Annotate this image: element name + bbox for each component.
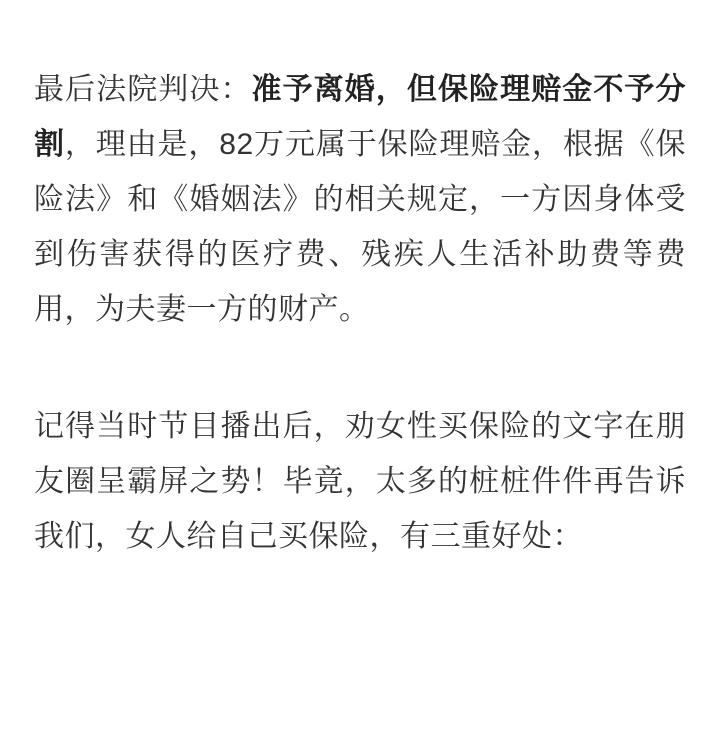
paragraph-court-ruling bbox=[34, 62, 686, 337]
paragraph-program-aftermath bbox=[34, 399, 686, 564]
text-run-normal: ，理由是，82万元属于保险理赔金，根据《保险法》和《婚姻法》的相关规定，一方因身体受到伤害获得的医疗费、残疾人生活补助费等费用，为夫妻一方的财产。 bbox=[34, 128, 687, 326]
text-run-bold: 准予离婚，但保险理赔金不予分割 bbox=[34, 73, 687, 161]
text-run-normal: 最后法院判决： bbox=[34, 73, 252, 106]
text-run-normal: 记得当时节目播出后，劝女性买保险的文字在朋友圈呈霸屏之势！毕竟，太多的桩桩件件再告诉我们，女人给自己买保险，有三重好处： bbox=[34, 410, 686, 553]
